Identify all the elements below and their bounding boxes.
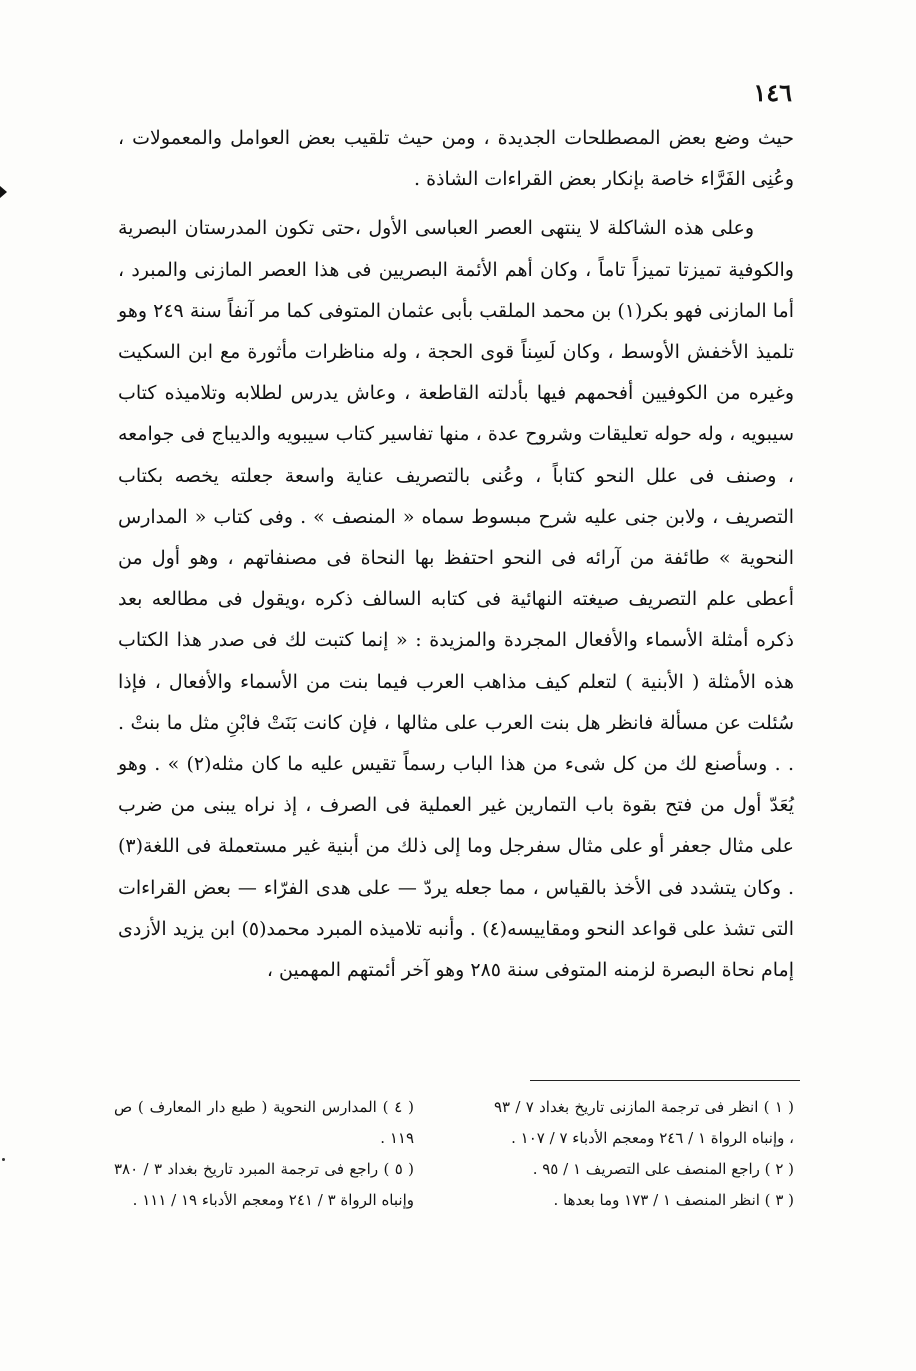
footnote: ( ١ ) انظر فى ترجمة المازنى تاريخ بغداد ٧ / ٩٣ ، وإنباه الرواة ١ / ٢٤٦ ومعجم الأدباء ٧ / ١٠٧ . [494,1098,795,1147]
footnote: ( ٥ ) راجع فى ترجمة المبرد تاريخ بغداد ٣ / ٣٨٠ وإنباه الرواة ٣ / ٢٤١ ومعجم الأدباء ١٩ / ١١١ . [114,1160,415,1209]
footnotes-right-column [494,1092,794,1216]
footnote: ( ٤ ) المدارس النحوية ( طبع دار المعارف ) ص ١١٩ . [114,1098,414,1147]
margin-dot-icon [2,1158,5,1161]
paragraph: حيث وضع بعض المصطلحات الجديدة ، ومن حيث تلقيب بعض العوامل والمعمولات ، وعُنِى الفَرَّاء خاصة بإنكار بعض القراءات الشاذة . [118,127,794,191]
footnote-separator [530,1080,800,1081]
paragraph: وعلى هذه الشاكلة لا ينتهى العصر العباسى الأول ،حتى تكون المدرستان البصرية والكوفية تميزتا تميزاً تاماً ، وكان أهم الأئمة البصريين فى هذا العصر المازنى والمبرد ، أما المازنى فهو بكر(١) بن محمد الملقب بأبى عثمان المتوفى كما مر آنفاً سنة ٢٤٩ وهو تلميذ الأخفش الأوسط ، وكان لَسِناً قوى الحجة ، وله مناظرات مأثورة مع ابن السكيت وغيره من الكوفيين أفحمهم فيها بأدلته القاطعة ، وعاش يدرس لطلابه وتلاميذه كتاب سيبويه ، وله حوله تعليقات وشروح عدة ، منها تفاسير كتاب سيبويه والديباج فى جوامعه ، وصنف فى علل النحو كتاباً ، وعُنى بالتصريف عناية واسعة جعلته يخصه بكتاب التصريف ، ولابن جنى عليه شرح مبسوط سماه « المنصف » . وفى كتاب « المدارس النحوية » طائفة من آرائه فى النحو احتفظ بها النحاة فى مصنفاتهم ، وهو أول من أعطى علم التصريف صيغته النهائية فى كتابه السالف ذكره ،ويقول فى مطالعه بعد ذكره أمثلة الأسماء والأفعال المجردة والمزيدة : « إنما كتبت لك فى صدر هذا الكتاب هذه الأمثلة ( الأبنية ) لتعلم كيف مذاهب العرب فيما بنت من الأسماء والأفعال ، فإذا سُئلت عن مسألة فانظر هل بنت العرب على مثالها ، فإن كانت بَنَتْ فابْنِ مثل ما بنتْ . . . وسأصنع لك من كل شىء من هذا الباب رسماً تقيس عليه ما كان مثله(٢) » . وهو يُعَدّ أول من فتح بقوة باب التمارين غير العملية فى الصرف ، إذ نراه يبنى من ضرب على مثال جعفر أو على مثال سفرجل وما إلى ذلك من أبنية غير مستعملة فى اللغة(٣) . وكان يتشدد فى الأخذ بالقياس ، مما جعله يردّ — على هدى الفرّاء — بعض القراءات التى تشذ على قواعد النحو ومقاييسه(٤) . وأنبه تلاميذه المبرد محمد(٥) ابن يزيد الأزدى إمام نحاة البصرة لزمنه المتوفى سنة ٢٨٥ وهو آخر أئمتهم المهمين ، [118,217,795,982]
footnote: ( ٢ ) راجع المنصف على التصريف ١ / ٩٥ . [532,1160,794,1178]
main-text [118,118,794,991]
page-number: ١٤٦ [753,78,792,107]
margin-arrow-icon [0,186,7,198]
footnote: ( ٣ ) انظر المنصف ١ / ١٧٣ وما بعدها . [553,1191,794,1209]
footnotes-left-column [114,1092,414,1216]
